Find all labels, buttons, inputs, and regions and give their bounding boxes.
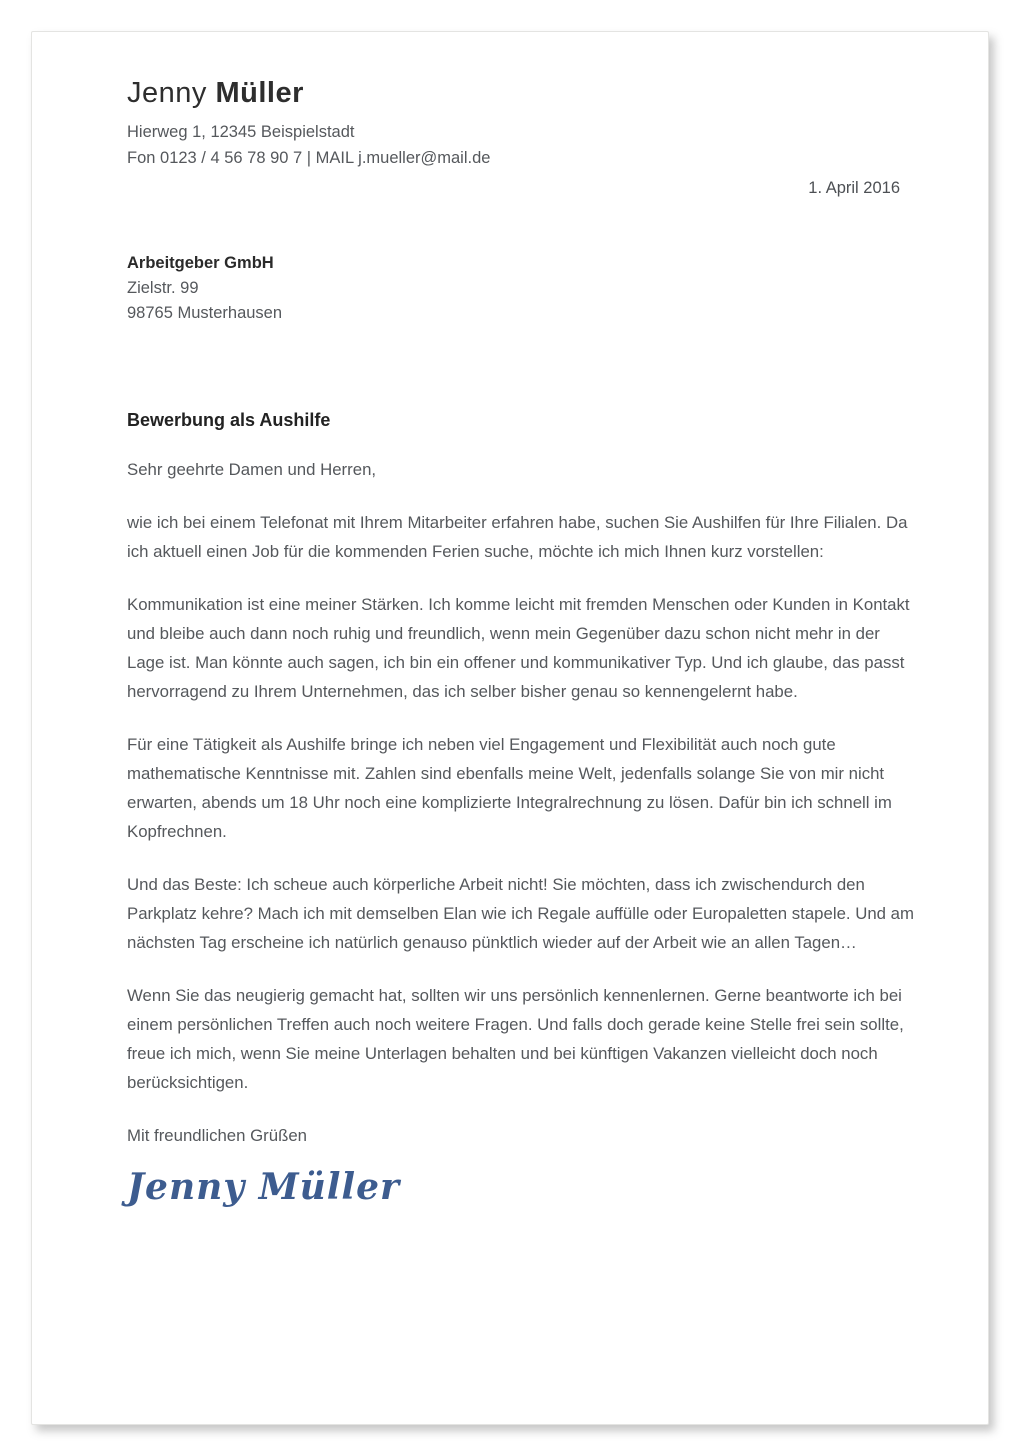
- handwritten-signature: Jenny Müller: [127, 1166, 400, 1208]
- body-paragraph-4: Und das Beste: Ich scheue auch körperliche Arbeit nicht! Sie möchten, dass ich zwischendurch den Parkplatz kehre? Mach ich mit demselben Elan wie ich Regale auffülle oder Europaletten stapele. Und am nächsten Tag erscheine ich natürlich genauso pünktlich wieder auf der Arbeit wie an allen Tagen…: [127, 875, 914, 952]
- body-paragraph-3: Für eine Tätigkeit als Aushilfe bringe ich neben viel Engagement und Flexibilität auch noch gute mathematische Kenntnisse mit. Zahlen sind ebenfalls meine Welt, jedenfalls solange Sie von mir nicht erwarten, abends um 18 Uhr noch eine komplizierte Integralrechnung zu lösen. Dafür bin ich schnell im Kopfrechnen.: [127, 735, 892, 841]
- sender-last-name: Müller: [215, 77, 304, 109]
- sender-address-line: Hierweg 1, 12345 Beispielstadt: [127, 123, 355, 141]
- closing-line: Mit freundlichen Grüßen: [127, 1126, 308, 1145]
- sender-first-name: Jenny: [127, 77, 207, 109]
- body-paragraph-2: Kommunikation ist eine meiner Stärken. Ich komme leicht mit fremden Menschen oder Kunden in Kontakt und bleibe auch dann noch ruhig und freundlich, wenn mein Gegenüber dazu schon nicht mehr in der Lage ist. Man könnte auch sagen, ich bin ein offener und kommunikativer Typ. Und ich glaube, das passt hervorragend zu Ihrem Unternehmen, das ich selber bisher genau so kennengelernt habe.: [127, 595, 910, 701]
- body-paragraph-5: Wenn Sie das neugierig gemacht hat, sollten wir uns persönlich kennenlernen. Gerne beantworte ich bei einem persönlichen Treffen auch noch weitere Fragen. Und falls doch gerade keine Stelle frei sein sollte, freue ich mich, wenn Sie meine Unterlagen behalten und bei künftigen Vakanzen vielleicht doch noch berücksichtigen.: [127, 986, 904, 1092]
- body-paragraph-1: wie ich bei einem Telefonat mit Ihrem Mitarbeiter erfahren habe, suchen Sie Aushilfen für Ihre Filialen. Da ich aktuell einen Job für die kommenden Ferien suche, möchte ich mich Ihnen kurz vorstellen:: [127, 513, 908, 561]
- recipient-city: 98765 Musterhausen: [127, 304, 283, 322]
- letter-body: [127, 455, 919, 1150]
- recipient-company: Arbeitgeber GmbH: [127, 254, 274, 272]
- sender-name: [127, 76, 900, 110]
- recipient-block: [127, 251, 900, 326]
- recipient-street: Zielstr. 99: [127, 279, 199, 297]
- sender-contact-line: Fon 0123 / 4 56 78 90 7 | MAIL j.mueller@mail.de: [127, 149, 491, 167]
- letter-date: 1. April 2016: [808, 179, 900, 197]
- sender-details: [127, 119, 900, 171]
- subject-line: Bewerbung als Aushilfe: [127, 410, 331, 430]
- salutation: Sehr geehrte Damen und Herren,: [127, 460, 377, 479]
- letter-page: [31, 31, 989, 1425]
